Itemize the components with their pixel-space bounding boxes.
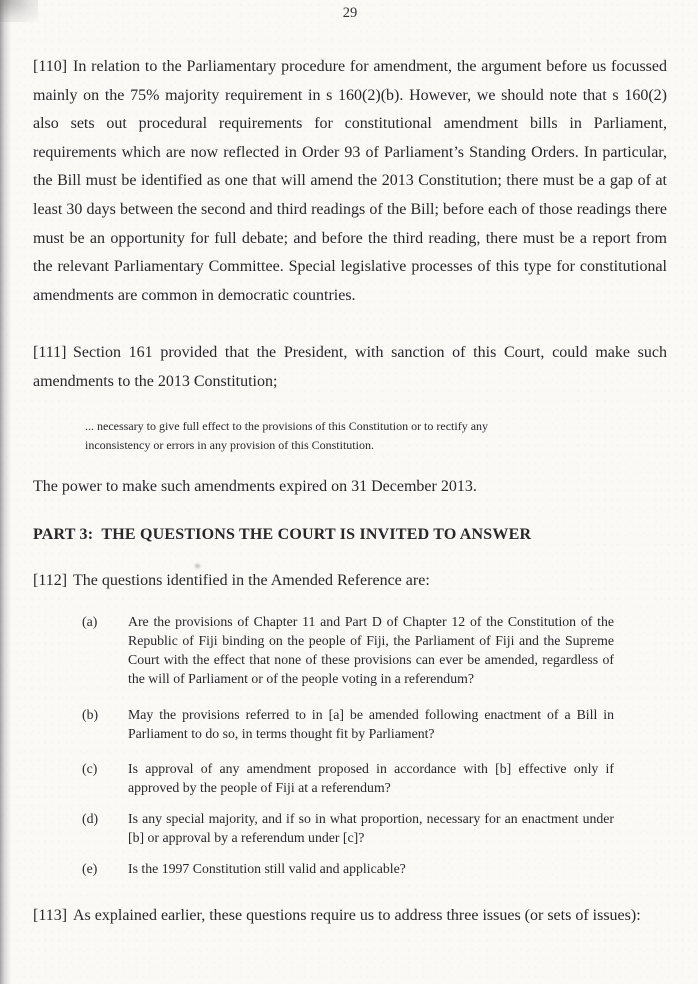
question-b-label: (b)	[82, 706, 99, 722]
question-c-text: Is approval of any amendment proposed in accordance with [b] effective only if approved by the people of Fiji at a referendum?	[128, 760, 614, 795]
question-c-label: (c)	[82, 760, 98, 776]
paragraph-113-text: As explained earlier, these questions require us to address three issues (or sets of issues):	[73, 906, 641, 924]
paragraph-113-number: [113]	[33, 906, 68, 924]
question-item-b	[82, 705, 667, 743]
paragraph-110	[33, 53, 667, 310]
statute-quote-line-2: inconsistency or errors in any provision of this Constitution.	[85, 437, 374, 452]
paragraph-110-number: [110]	[33, 58, 68, 75]
paragraph-113	[33, 902, 667, 931]
paragraph-112-number: [112]	[33, 572, 68, 590]
paragraph-111-number: [111]	[33, 344, 67, 362]
question-d-text: Is any special majority, and if so in what proportion, necessary for an enactment under [b] or approval by a referendum under [c]?	[128, 810, 614, 845]
expiry-sentence: The power to make such amendments expired on 31 December 2013.	[33, 477, 477, 495]
paragraph-112-text: The questions identified in the Amended Reference are:	[73, 572, 430, 590]
statute-quote	[85, 417, 667, 455]
question-a-text: Are the provisions of Chapter 11 and Part D of Chapter 12 of the Constitution of the Republic of Fiji binding on the people of Fiji, the Parliament of Fiji and the Supreme Court with the effect that none of these provisions can ever be amended, regardless of the will of Parliament or of the people voting in a referendum?	[128, 613, 614, 686]
paragraph-111	[33, 339, 667, 396]
question-item-e	[82, 859, 667, 878]
question-b-text: May the provisions referred to in [a] be amended following enactment of a Bill in Parliament to do so, in terms thought fit by Parliament?	[128, 706, 614, 741]
question-e-text: Is the 1997 Constitution still valid and applicable?	[128, 860, 406, 876]
paragraph-110-text: In relation to the Parliamentary procedure for amendment, the argument before us focussed mainly on the 75% majority requirement in s 160(2)(b). However, we should note that s 160(2) also sets out procedural requirements for constitutional amendment bills in Parliament, requirements which are now reflected in Order 93 of Parliament’s Standing Orders. In particular, the Bill must be identified as one that will amend the 2013 Constitution; there must be a gap of at least 30 days between the second and third readings of the Bill; before each of those readings there must be an opportunity for full debate; and before the third reading, there must be a report from the relevant Parliamentary Committee. Special legislative processes of this type for constitutional amendments are common in democratic countries.	[33, 58, 667, 304]
paragraph-112	[33, 567, 667, 596]
part3-heading: PART 3: THE QUESTIONS THE COURT IS INVITED TO ANSWER	[33, 526, 532, 544]
question-item-c	[82, 759, 667, 797]
page-number: 29	[342, 5, 358, 21]
question-e-label: (e)	[82, 860, 98, 876]
question-item-d	[82, 809, 667, 847]
statute-quote-line-1: ... necessary to give full effect to the provisions of this Constitution or to rectify any	[85, 418, 489, 433]
questions-list	[33, 612, 667, 878]
question-d-label: (d)	[82, 810, 99, 826]
question-item-a	[82, 612, 667, 688]
question-a-label: (a)	[82, 613, 98, 629]
paragraph-111-text: Section 161 provided that the President, with sanction of this Court, could make such amendments to the 2013 Constitution;	[33, 344, 667, 390]
